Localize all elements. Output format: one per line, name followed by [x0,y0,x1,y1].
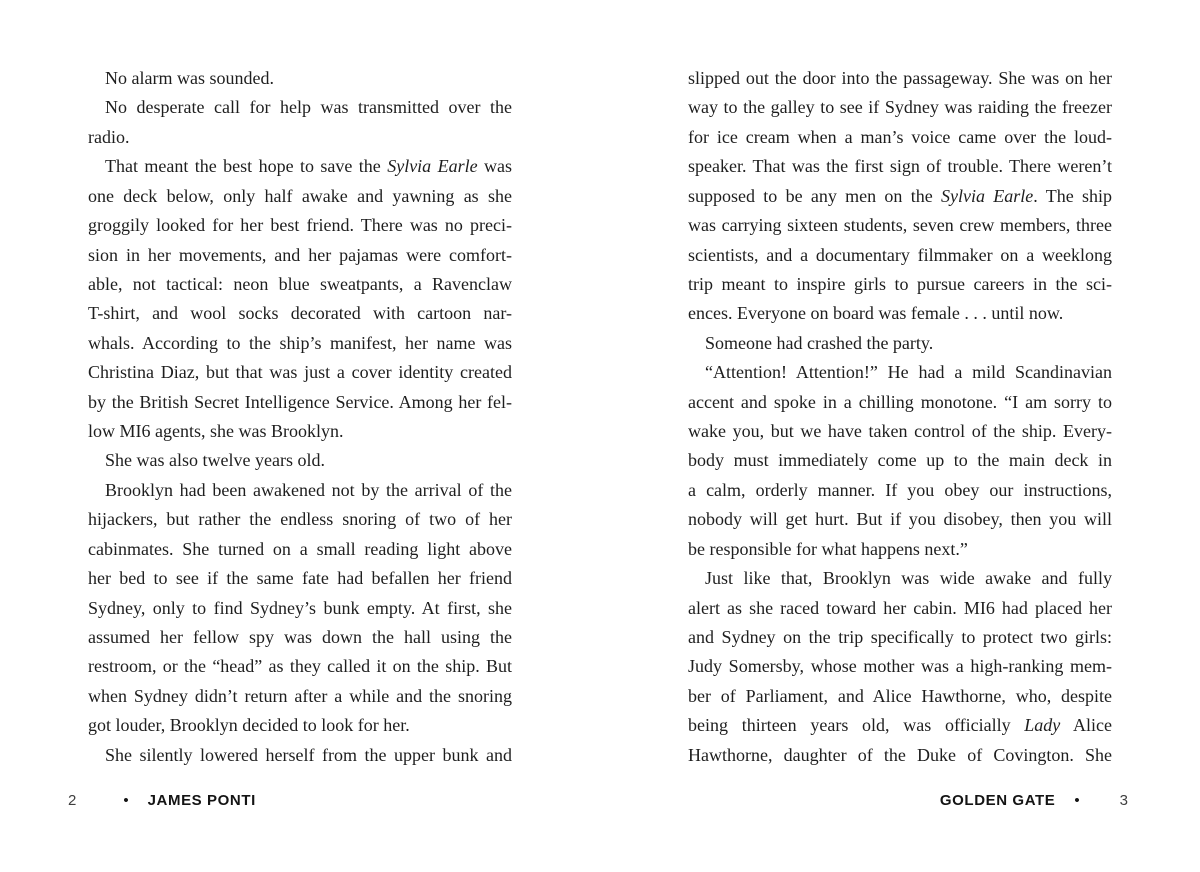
text-line: Sydney, only to find Sydney’s bunk empty. At first, she [88,597,512,618]
text-line: hijackers, but rather the endless snoring of two of her [88,509,512,530]
text-line: Hawthorne, daughter of the Duke of Covington. She [688,744,1112,765]
left-page-body-text [88,64,512,770]
text-line: low MI6 agents, she was Brooklyn. [88,421,344,442]
text-line: and Sydney on the trip specifically to protect two girls: [688,627,1112,648]
text-line: trip meant to inspire girls to pursue careers in the sci- [688,273,1112,294]
text-line: slipped out the door into the passageway. She was on her [688,68,1112,88]
text-line: supposed to be any men on the Sylvia Earle. The ship [688,185,1112,206]
text-line: She silently lowered herself from the upper bunk and [105,744,512,765]
text-line: when Sydney didn’t return after a while and the snoring [88,685,512,706]
text-line: No desperate call for help was transmitted over the [105,97,512,118]
running-head-author: JAMES PONTI [147,792,256,809]
text-line: ber of Parliament, and Alice Hawthorne, who, despite [688,685,1112,706]
right-page-body-text [688,64,1112,770]
text-line: for ice cream when a man’s voice came over the loud- [688,126,1112,147]
footer-bullet-icon: • [123,792,129,809]
text-line: be responsible for what happens next.” [688,538,968,559]
text-line: radio. [88,126,130,147]
text-line: wake you, but we have taken control of the ship. Every- [688,421,1112,442]
text-line: sion in her movements, and her pajamas were comfort- [88,244,512,265]
left-page-number: 2 [68,792,77,809]
text-line: was carrying sixteen students, seven crew members, three [688,215,1112,236]
text-line: That meant the best hope to save the Sylvia Earle was [105,156,512,177]
text-line: “Attention! Attention!” He had a mild Scandinavian [705,362,1112,383]
text-line: whals. According to the ship’s manifest, her name was [88,332,512,353]
text-line: able, not tactical: neon blue sweatpants, a Ravenclaw [88,273,512,294]
text-line: alert as she raced toward her cabin. MI6 had placed her [688,597,1112,618]
text-line: being thirteen years old, was officially Lady Alice [688,715,1112,736]
text-line: cabinmates. She turned on a small reading light above [88,538,512,559]
text-line: Just like that, Brooklyn was wide awake and fully [705,568,1112,589]
text-line: speaker. That was the first sign of trouble. There weren’t [688,156,1112,177]
text-line: No alarm was sounded. [105,68,274,88]
left-page-footer [0,793,600,811]
running-head-title: GOLDEN GATE [939,792,1056,809]
text-line: got louder, Brooklyn decided to look for her. [88,715,410,736]
text-line: Someone had crashed the party. [705,332,934,353]
text-line: body must immediately come up to the main deck in [688,450,1112,471]
text-line: assumed her fellow spy was down the hall using the [88,627,512,648]
text-line: a calm, orderly manner. If you obey our instructions, [688,479,1112,500]
footer-bullet-icon: • [1074,792,1080,809]
text-line: scientists, and a documentary filmmaker on a weeklong [688,244,1112,265]
text-line: ences. Everyone on board was female . . . until now. [688,303,1064,324]
text-line: restroom, or the “head” as they called it on the ship. But [88,656,512,677]
text-line: Brooklyn had been awakened not by the arrival of the [105,479,512,500]
text-line: Judy Somersby, whose mother was a high-ranking mem- [688,656,1112,677]
text-line: T-shirt, and wool socks decorated with cartoon nar- [88,303,512,324]
text-line: by the British Secret Intelligence Service. Among her fel- [88,391,512,412]
right-page-number: 3 [1119,792,1128,809]
text-line: way to the galley to see if Sydney was raiding the freezer [688,97,1112,118]
text-line: nobody will get hurt. But if you disobey, then you will [688,509,1112,530]
text-line: her bed to see if the same fate had befallen her friend [88,568,512,589]
text-line: accent and spoke in a chilling monotone. “I am sorry to [688,391,1112,412]
text-line: Christina Diaz, but that was just a cover identity created [88,362,512,383]
text-line: one deck below, only half awake and yawning as she [88,185,512,206]
text-line: She was also twelve years old. [105,450,325,471]
text-line: groggily looked for her best friend. There was no preci- [88,215,512,236]
right-page-footer [600,793,1200,811]
